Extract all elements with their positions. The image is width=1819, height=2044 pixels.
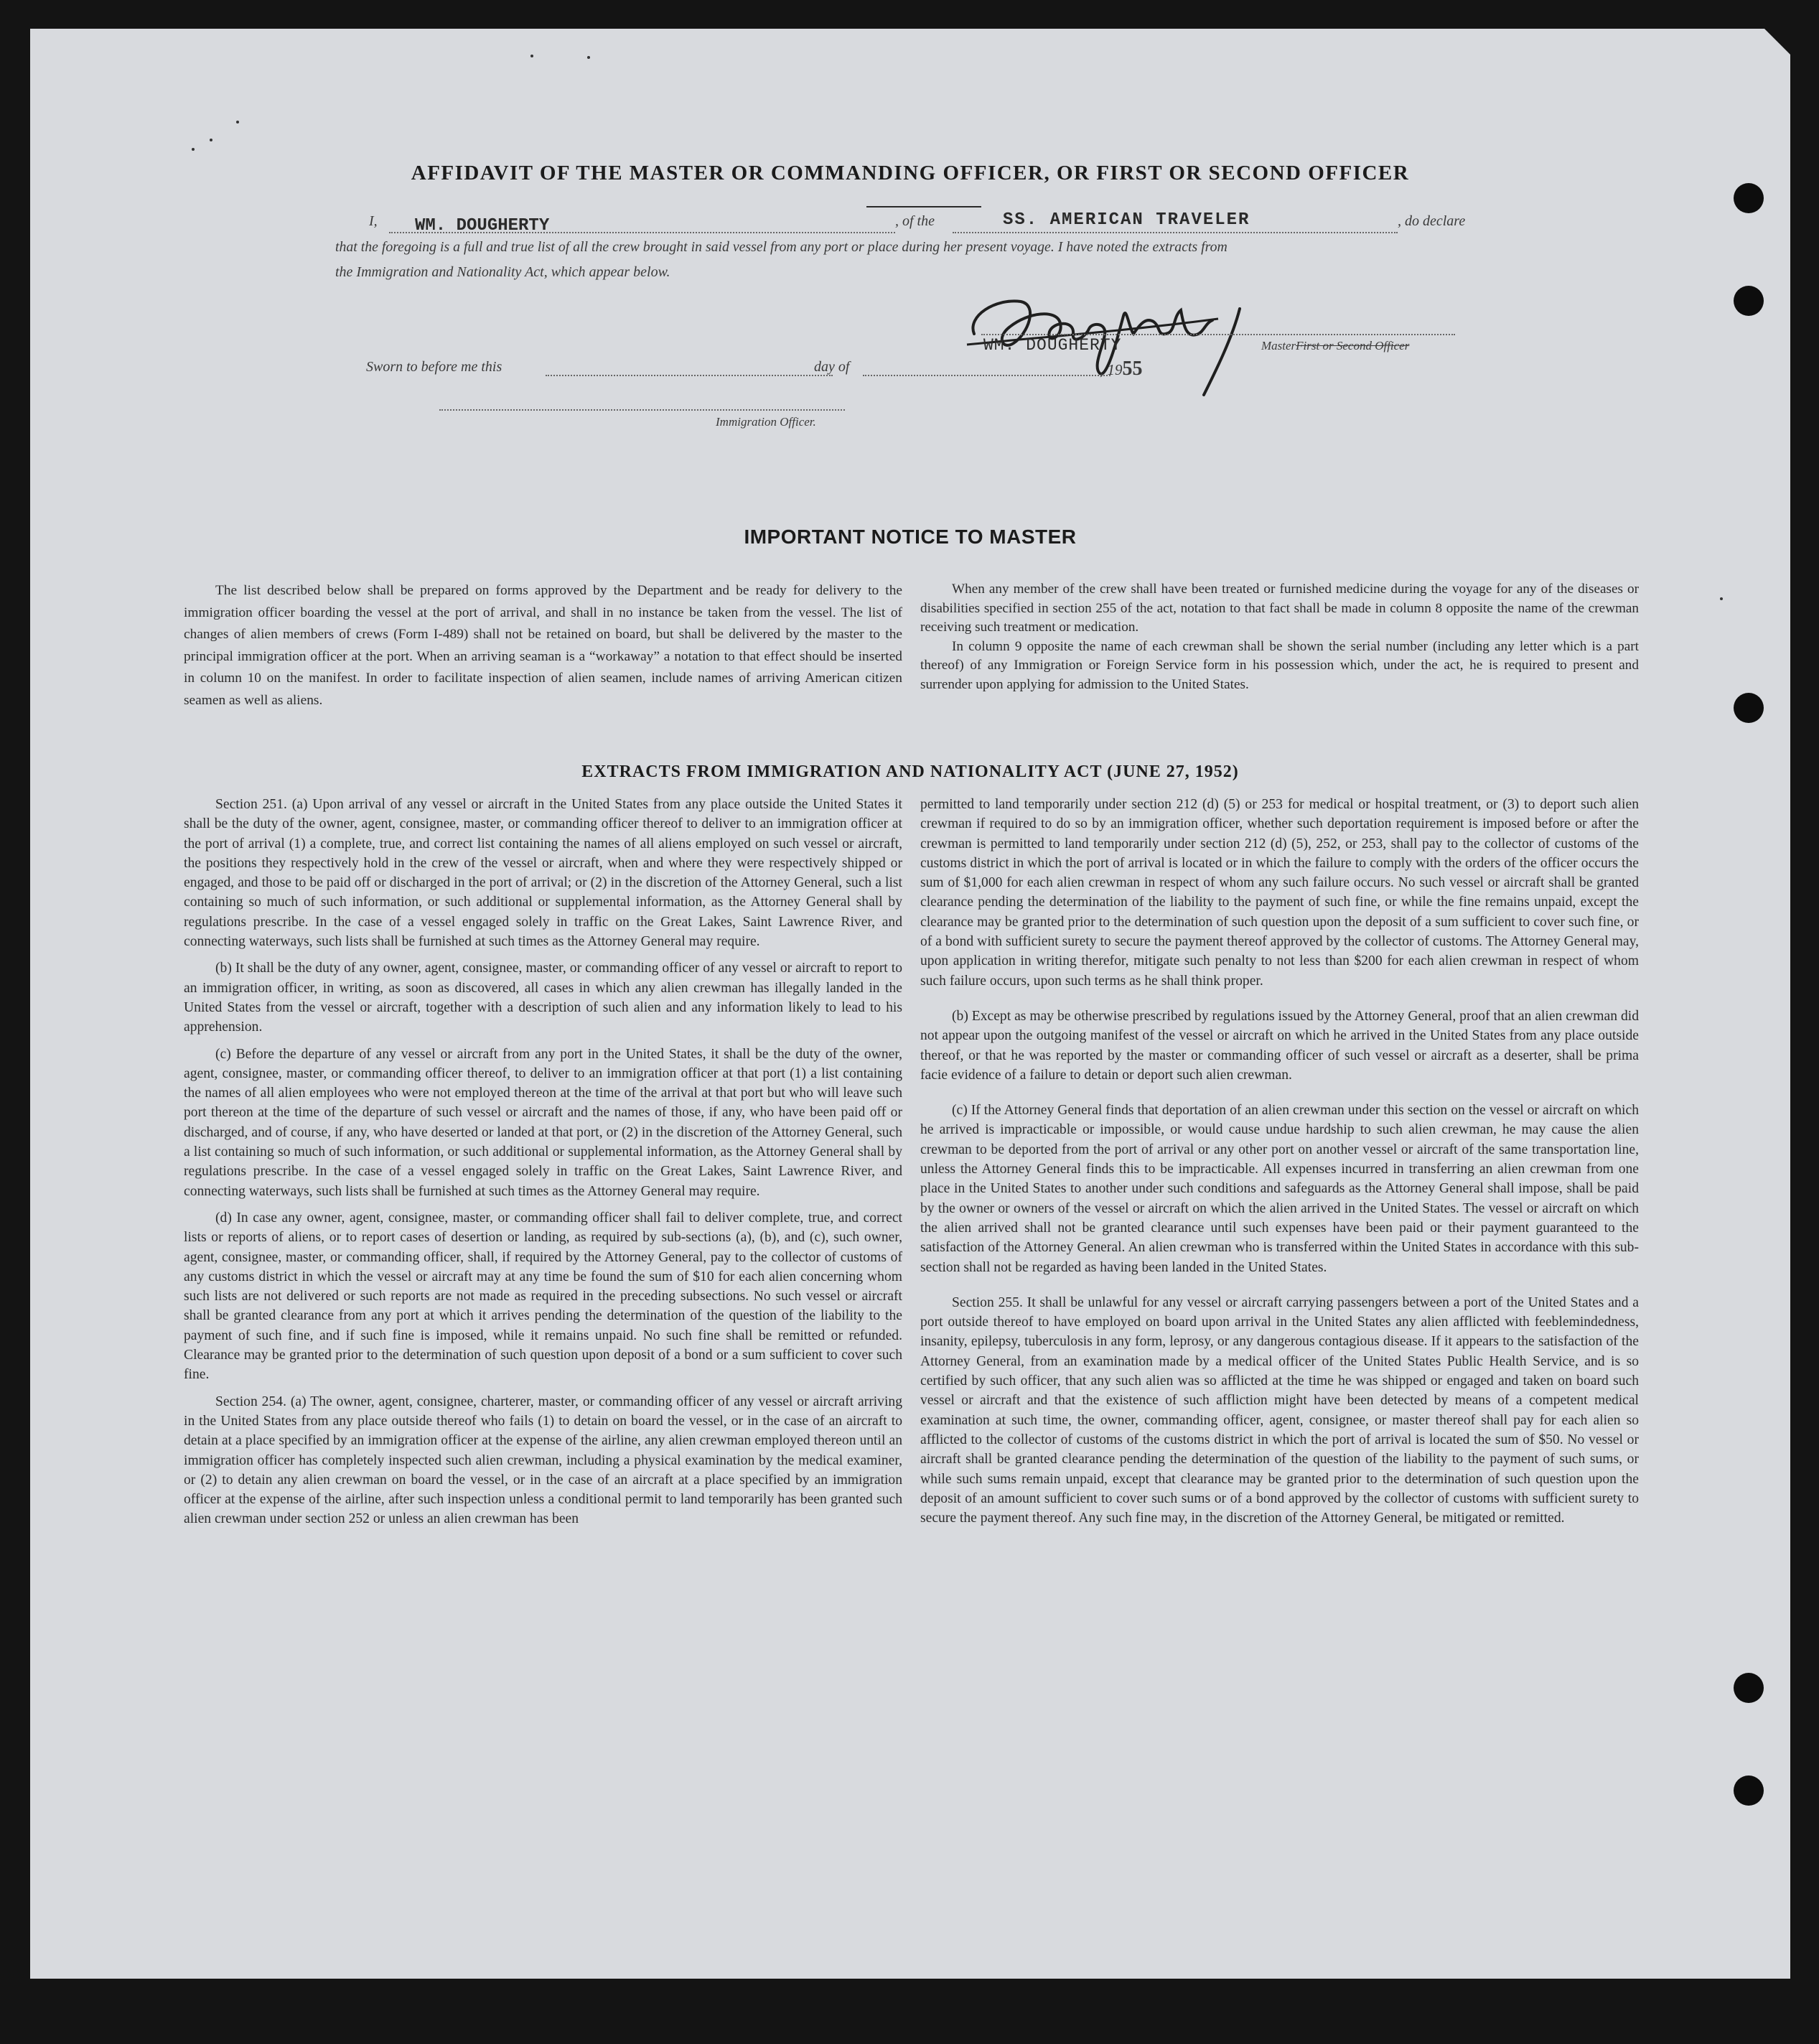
signature-line bbox=[981, 334, 1455, 335]
immigration-officer-label: Immigration Officer. bbox=[716, 415, 816, 429]
year-prefix: , 19 bbox=[1100, 361, 1123, 378]
punch-hole-3 bbox=[1734, 693, 1764, 723]
scan-speck bbox=[530, 55, 533, 57]
punch-hole-4 bbox=[1734, 1673, 1764, 1703]
extracts-right-column bbox=[920, 795, 1639, 1535]
extract-sec255: Section 255. It shall be unlawful for any vessel or aircraft carrying passengers between a port of the United States and a port outside thereof to have employed on board upon arrival in the United States any alien afflicted with feeblemindedness, insanity, epilepsy, tuberculosis in any form, leprosy, or any dangerous contagious disease. If it appears to the satisfaction of the Attorney General, from an examination made by a medical officer of the United States Public Health Service, and is so certified by such officer, that any such alien was so afflicted at the time he was shipped or engaged and taken on board such vessel or aircraft and that the existence of such affliction might have been detected by means of a competent medical examination at such time, the owner, commanding officer, agent, consignee, or master thereof shall pay for each alien so afflicted to the collector of customs of the customs district in which the port of arrival is located the sum of $50. No vessel or aircraft shall be granted clearance pending the determination of the question of the liability to the payment of such sums, or while such sums remain unpaid, except that clearance may be granted prior to the determination of such question upon the deposit of an amount sufficient to cover such sums or of a bond approved by the collector of customs with sufficient surety to secure the payment thereof. Any such fine may, in the discretion of the Attorney General, be mitigated or remitted. bbox=[920, 1294, 1639, 1526]
scan-speck bbox=[236, 121, 239, 123]
scan-speck bbox=[1720, 597, 1723, 600]
typed-signatory-name: WM. DOUGHERTY bbox=[983, 336, 1122, 355]
declarant-name: WM. DOUGHERTY bbox=[415, 216, 550, 235]
document-page bbox=[30, 29, 1790, 1979]
extract-sec251a: Section 251. (a) Upon arrival of any vessel or aircraft in the United States from any place outside the United States it shall be the duty of the owner, agent, consignee, master, or commanding officer thereof to deliver to an immigration officer at the port of arrival (1) a complete, true, and correct list containing the names of all aliens employed on such vessel or aircraft, the positions they respectively hold in the crew of the vessel or aircraft, when and where they were respectively shipped or engaged, and those to be paid off or discharged in the port of arrival; or (2) in the discretion of the Attorney General, such a list containing so much of such information, or such additional or supplemental information, as the Attorney General shall by regulations prescribe. In the case of a vessel engaged solely in traffic on the Great Lakes, Saint Lawrence River, and connecting waterways, such lists shall be furnished at such times as the Attorney General may require. bbox=[184, 797, 902, 950]
decl-line-3: the Immigration and Nationality Act, which appear below. bbox=[335, 264, 670, 280]
notice-left-column bbox=[184, 580, 902, 719]
punch-hole-1 bbox=[1734, 183, 1764, 213]
officer-role-master: Master bbox=[1261, 339, 1296, 353]
extract-sec251b: (b) It shall be the duty of any owner, agent, consignee, master, or commanding officer of any vessel or aircraft to report to an immigration officer, in writing, as soon as discovered, all cases in which any alien crewman has illegally landed in the United States from the vessel or aircraft, together with a description of such alien and any information likely to lead to his apprehension. bbox=[184, 961, 902, 1035]
vessel-fill-line bbox=[953, 232, 1398, 233]
page-corner-fold bbox=[1763, 27, 1792, 56]
extract-sec254a: Section 254. (a) The owner, agent, consignee, charterer, master, or commanding officer of any vessel or aircraft arriving in the United States from any place outside thereof who fails (1) to detain on board the vessel, or in the case of an aircraft to detain at a place specified by an immigration officer at the expense of the airline, any alien crewman employed thereon until an immigration officer has completely inspected such alien crewman, including a physical examination by the medical examiner, or (2) to detain any alien crewman on board the vessel, or in the case of an aircraft at a place specified by an immigration officer at the expense of the airline, after such inspection unless a conditional permit to land temporarily has been granted such alien crewman under section 252 or unless an alien crewman has been bbox=[184, 1394, 902, 1527]
extracts-left-column bbox=[184, 795, 902, 1536]
scan-speck bbox=[210, 139, 212, 141]
sworn-year bbox=[1100, 358, 1143, 381]
notice-right-paragraph-2: In column 9 opposite the name of each crewman shall be shown the serial number (including any letter which is a part thereof) of any Immigration or Foreign Service form in his possession which, under the act, he is required to present and surrender upon applying for admission to the United States. bbox=[920, 638, 1639, 692]
immigration-officer-line bbox=[439, 409, 845, 411]
notice-title: IMPORTANT NOTICE TO MASTER bbox=[744, 526, 1077, 548]
extracts-title: EXTRACTS FROM IMMIGRATION AND NATIONALITY ACT (JUNE 27, 1952) bbox=[581, 762, 1239, 781]
year-handwritten: 55 bbox=[1122, 358, 1143, 380]
decl-of-the: , of the bbox=[895, 213, 935, 229]
punch-hole-5 bbox=[1734, 1775, 1764, 1806]
decl-prefix: I, bbox=[369, 213, 378, 229]
extract-sec251c: (c) Before the departure of any vessel or aircraft from any port in the United States, it shall be the duty of the owner, agent, consignee, master, or commanding officer thereof, to deliver to an immigration officer at that port (1) a list containing the names of all alien employees who were not employed thereon at the time of the arrival at that port but who will leave such port thereon at the time of the departure of such vessel or aircraft and the names of those, if any, who have been paid off or discharged, and of course, if any, who have deserted or landed at that port, or (2) in the discretion of the Attorney General, such a list containing so much of such information, or such additional or supplemental information, as the Attorney General shall by regulations prescribe. In the case of a vessel engaged solely in traffic on the Great Lakes, Saint Lawrence River, and connecting waterways, such lists shall be furnished at such times as the Attorney General may require. bbox=[184, 1046, 902, 1199]
extract-sec254c: (c) If the Attorney General finds that deportation of an alien crewman under this section on the vessel or aircraft on which he arrived is impracticable or impossible, or would cause undue hardship to such alien crewman, he may cause the alien crewman to be deported from the port of arrival or any other port on another vessel or aircraft of the same transportation line, unless the Attorney General finds this to be impracticable. All expenses incurred in transferring an alien crewman from one place in the United States to another under such conditions and safeguards as the Attorney General shall impose, shall be paid by the owner or owners of the vessel or aircraft on which the alien arrived in the United States. The vessel or aircraft on which the alien arrived shall not be granted clearance until such expenses have been paid or their payment guaranteed to the satisfaction of the Attorney General. An alien crewman who is transferred within the United States in accordance with this sub-section shall not be regarded as having been landed in the United States. bbox=[920, 1103, 1639, 1275]
sworn-month-line bbox=[863, 375, 1110, 376]
sworn-day-of: day of bbox=[814, 359, 850, 375]
vessel-name: SS. AMERICAN TRAVELER bbox=[1003, 210, 1250, 230]
officer-role-struck: First or Second Officer bbox=[1296, 339, 1410, 353]
sworn-text: Sworn to before me this bbox=[366, 359, 502, 375]
sworn-day-line bbox=[546, 375, 833, 376]
affidavit-title: AFFIDAVIT OF THE MASTER OR COMMANDING OFFICER, OR FIRST OR SECOND OFFICER bbox=[411, 162, 1410, 185]
notice-right-paragraph-1: When any member of the crew shall have been treated or furnished medicine during the voyage for any of the diseases or disabilities specified in section 255 of the act, notation to that fact shall be made in column 8 opposite the name of the crewman receiving such treatment or medication. bbox=[920, 582, 1639, 635]
scan-speck bbox=[192, 148, 195, 151]
decl-suffix: , do declare bbox=[1398, 213, 1466, 229]
extract-sec254b: (b) Except as may be otherwise prescribed by regulations issued by the Attorney General, proof that an alien crewman did not appear upon the outgoing manifest of the vessel or aircraft on which he arrived in the United States from any place outside thereof, or that he was reported by the master or commanding officer of such vessel or aircraft as a deserter, shall be prima facie evidence of a failure to detain or deport such alien crewman. bbox=[920, 1008, 1639, 1083]
punch-hole-2 bbox=[1734, 286, 1764, 316]
extract-sec251d: (d) In case any owner, agent, consignee, master, or commanding officer shall fail to deliver complete, true, and correct lists or reports of aliens, or to report cases of desertion or landing, as required by sub-sections (a), (b), and (c), such owner, agent, consignee, master, or commanding officer, shall, if required by the Attorney General, pay to the collector of customs of any customs district in which the vessel or aircraft may at any time be found the sum of $10 for each alien concerning whom such lists are not delivered or such reports are not made as required in the preceding subsections. No such vessel or aircraft shall be granted clearance from any port at which it arrives pending the determination of the question of the liability to the payment of such fine, and if such fine is imposed, while it remains unpaid. No such fine shall be remitted or refunded. Clearance may be granted prior to the determination of such question upon deposit of a bond or a sum sufficient to cover such fine. bbox=[184, 1210, 902, 1383]
officer-role bbox=[1261, 339, 1409, 353]
notice-left-paragraph: The list described below shall be prepared on forms approved by the Department and be ready for delivery to the immigration officer boarding the vessel at the port of arrival, and shall in no instance be taken from the vessel. The list of changes of alien members of crews (Form I-489) shall not be retained on board, but shall be delivered by the master to the principal immigration officer at the port. When an arriving seaman is a “workaway” a notation to that effect should be inserted in column 10 on the manifest. In order to facilitate inspection of alien seamen, include names of arriving American citizen seamen as well as aliens. bbox=[184, 583, 902, 708]
scan-speck bbox=[587, 56, 590, 59]
title-divider bbox=[866, 206, 981, 207]
extract-sec254a-cont: permitted to land temporarily under section 212 (d) (5) or 253 for medical or hospital treatment, or (3) to deport such alien crewman if required to do so by an immigration officer, whether such deportation requirement is imposed before or after the crewman is permitted to land temporarily under section 212 (d) (5), 252, or 253, shall pay to the collector of customs of the customs district in which the port of arrival is located or in which the failure to comply with the orders of the officer occurs the sum of $1,000 for each alien crewman in respect of whom any such failure occurs. No such vessel or aircraft shall be granted clearance pending the determination of the liability to the payment of such fine, or while the fine remains unpaid, except the clearance may be granted prior to the determination of such question upon the deposit of a sum sufficient to cover such fine, or of a bond with sufficient surety to secure the payment thereof approved by the collector of customs. The Attorney General may, upon application in writing therefor, mitigate such penalty to not less than $200 for each alien crewman in respect of whom such failure occurs, upon such terms as he shall think proper. bbox=[920, 797, 1639, 989]
decl-line-2: that the foregoing is a full and true list of all the crew brought in said vessel from any port or place during her present voyage. I have noted the extracts from bbox=[335, 239, 1228, 255]
notice-right-column bbox=[920, 580, 1639, 701]
